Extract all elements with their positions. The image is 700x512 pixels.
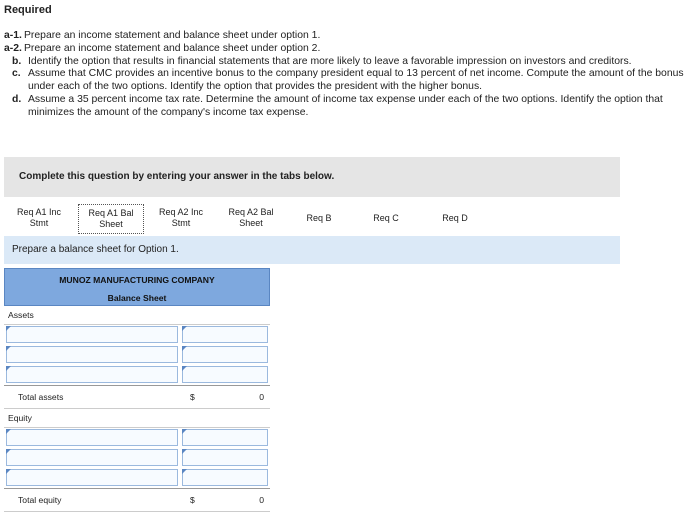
currency-symbol: $ xyxy=(190,495,195,505)
tab-label-line1: Req A2 Bal xyxy=(228,207,274,217)
asset-entry-row xyxy=(4,325,270,345)
requirement-a2 xyxy=(4,43,694,56)
tab-label-line1: Req A1 Inc xyxy=(16,207,62,217)
requirement-text: Assume that CMC provides an incentive bonus to the company president equal to 13 percent of net income. Compute the amount of the bonus under each of the two options. Identify the option that provides the president with the higher bonus. xyxy=(28,68,684,93)
tab-label-line1: Req A1 Bal xyxy=(88,208,134,218)
requirements-list xyxy=(4,30,694,120)
tab-req-a2-bal-sheet[interactable] xyxy=(216,200,286,236)
assets-section-label xyxy=(4,306,270,325)
equity-entry-row xyxy=(4,428,270,448)
requirement-key: c. xyxy=(12,68,21,80)
equity-account-input[interactable] xyxy=(6,429,178,446)
tab-label-line2: Sheet xyxy=(239,218,263,228)
requirement-key: d. xyxy=(12,93,22,105)
tab-label: Req D xyxy=(442,212,468,223)
statement-title: Balance Sheet xyxy=(107,293,167,303)
equity-amount-input[interactable] xyxy=(182,449,268,466)
tab-req-a1-inc-stmt[interactable] xyxy=(4,200,74,236)
tab-label-line2: Stmt xyxy=(171,218,191,228)
asset-amount-input[interactable] xyxy=(182,326,268,343)
equity-section-label xyxy=(4,409,270,428)
asset-entry-row xyxy=(4,345,270,365)
requirement-text: Prepare an income statement and balance sheet under option 2. xyxy=(24,42,321,54)
total-equity-value: 0 xyxy=(259,495,264,505)
company-name: MUNOZ MANUFACTURING COMPANY xyxy=(59,275,215,285)
required-heading: Required xyxy=(4,4,52,16)
balance-sheet-header xyxy=(4,268,270,306)
total-assets-row xyxy=(4,385,270,409)
requirement-d xyxy=(4,94,694,120)
total-assets-label: Total assets xyxy=(18,392,64,402)
requirement-tabs xyxy=(4,200,620,236)
equity-label: Equity xyxy=(8,413,32,423)
tab-label-line2: Sheet xyxy=(99,219,123,229)
total-equity-label: Total equity xyxy=(18,495,62,505)
requirement-key: a-1. xyxy=(4,30,22,41)
requirement-a1 xyxy=(4,30,694,43)
currency-symbol: $ xyxy=(190,392,195,402)
requirement-c xyxy=(4,68,694,94)
total-assets-value: 0 xyxy=(259,392,264,402)
requirement-text: Assume a 35 percent income tax rate. Determine the amount of income tax expense under each of the two options. Identify the option that minimizes the amount of the company's income tax expense. xyxy=(28,93,663,118)
assets-label: Assets xyxy=(8,310,34,320)
equity-account-input[interactable] xyxy=(6,469,178,486)
asset-account-input[interactable] xyxy=(6,366,178,383)
equity-account-input[interactable] xyxy=(6,449,178,466)
tab-req-d[interactable] xyxy=(420,200,490,236)
tab-label: Req B xyxy=(306,212,332,223)
equity-amount-input[interactable] xyxy=(182,469,268,486)
equity-entry-row xyxy=(4,448,270,468)
tab-prompt: Prepare a balance sheet for Option 1. xyxy=(4,236,620,264)
asset-account-input[interactable] xyxy=(6,326,178,343)
requirement-key: a-2. xyxy=(4,42,22,54)
instruction-banner: Complete this question by entering your answer in the tabs below. xyxy=(4,157,620,197)
asset-amount-input[interactable] xyxy=(182,346,268,363)
balance-sheet xyxy=(4,268,270,512)
requirement-key: b. xyxy=(12,55,22,67)
requirement-b xyxy=(4,56,694,69)
equity-entry-row xyxy=(4,468,270,488)
tab-req-b[interactable] xyxy=(286,200,352,236)
tab-label-line1: Req A2 Inc xyxy=(158,207,204,217)
tab-label-line2: Stmt xyxy=(29,218,49,228)
tab-req-a1-bal-sheet[interactable] xyxy=(78,204,144,234)
asset-entry-row xyxy=(4,365,270,385)
asset-amount-input[interactable] xyxy=(182,366,268,383)
tab-req-c[interactable] xyxy=(352,200,420,236)
requirement-text: Prepare an income statement and balance sheet under option 1. xyxy=(24,30,321,41)
equity-amount-input[interactable] xyxy=(182,429,268,446)
tab-req-a2-inc-stmt[interactable] xyxy=(146,200,216,236)
tab-label: Req C xyxy=(373,212,399,223)
asset-account-input[interactable] xyxy=(6,346,178,363)
requirement-text: Identify the option that results in financial statements that are more likely to leave a favorable impression on investors and creditors. xyxy=(28,55,632,67)
total-equity-row xyxy=(4,488,270,512)
